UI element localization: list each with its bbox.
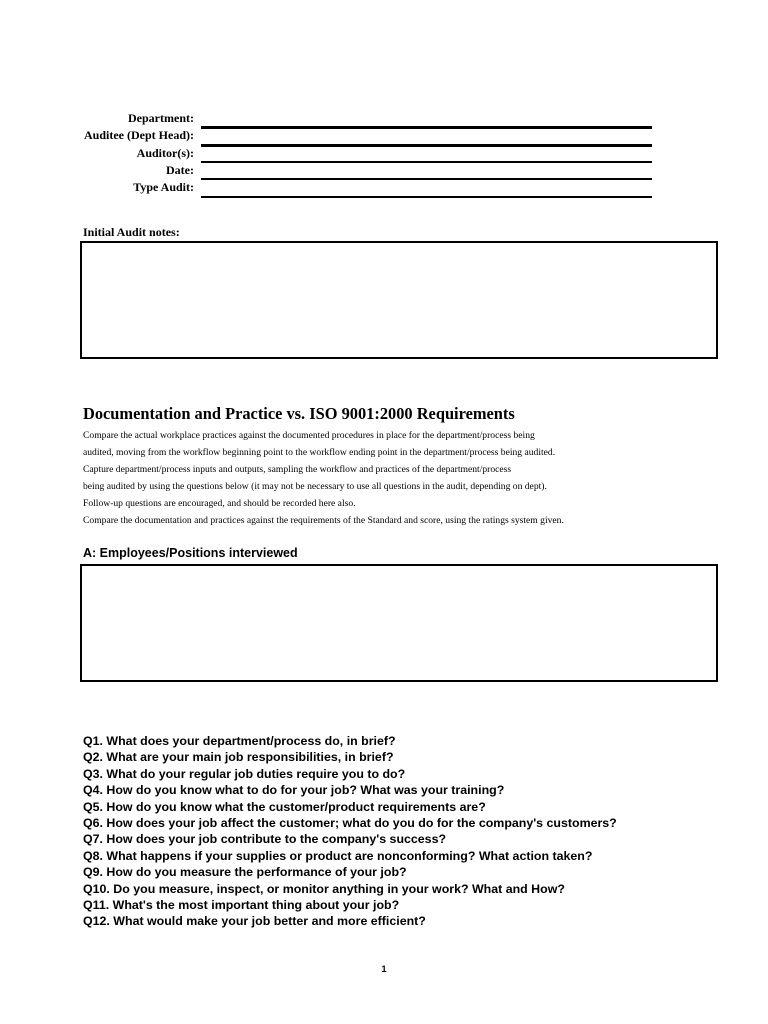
description-line: audited, moving from the workflow beginning point to the workflow ending point in the department/process being audited. — [83, 447, 556, 458]
question-item: Q12. What would make your job better and more efficient? — [83, 914, 426, 929]
auditee-label: Auditee (Dept Head): — [84, 128, 194, 142]
description-line: Capture department/process inputs and outputs, sampling the workflow and practices of the department/process — [83, 464, 512, 475]
description-line: being audited by using the questions below (it may not be necessary to use all questions in the audit, depending on dept). — [83, 481, 547, 492]
initial-notes-label: Initial Audit notes: — [83, 225, 180, 239]
auditor-label: Auditor(s): — [136, 146, 194, 160]
question-item: Q10. Do you measure, inspect, or monitor anything in your work? What and How? — [83, 881, 565, 896]
question-item: Q11. What's the most important thing about your job? — [83, 898, 400, 913]
question-item: Q1. What does your department/process do, in brief? — [83, 734, 396, 748]
auditor-field[interactable] — [201, 161, 652, 163]
question-item: Q3. What do your regular job duties require you to do? — [83, 766, 406, 781]
date-field[interactable] — [201, 178, 652, 180]
description-line: Compare the actual workplace practices against the documented procedures in place for the department/process being — [83, 430, 535, 441]
question-item: Q6. How does your job affect the customer; what do you do for the company's customers? — [83, 816, 617, 831]
question-item: Q9. How do you measure the performance of your job? — [83, 865, 407, 880]
section-description — [83, 427, 723, 529]
description-line: Follow-up questions are encouraged, and should be recorded here also. — [83, 498, 356, 509]
question-item: Q2. What are your main job responsibilities, in brief? — [83, 750, 394, 765]
type-audit-field[interactable] — [201, 196, 652, 198]
department-field[interactable] — [201, 126, 652, 129]
question-item: Q7. How does your job contribute to the company's success? — [83, 832, 447, 847]
question-item: Q5. How do you know what the customer/product requirements are? — [83, 799, 486, 814]
description-line: Compare the documentation and practices against the requirements of the Standard and score, using the ratings system given. — [83, 515, 564, 526]
page-number: 1 — [381, 964, 387, 974]
employees-box[interactable] — [80, 564, 718, 682]
section-title: Documentation and Practice vs. ISO 9001:2000 Requirements — [83, 404, 515, 423]
question-item: Q8. What happens if your supplies or product are nonconforming? What action taken? — [83, 848, 593, 863]
type-audit-label: Type Audit: — [133, 180, 194, 194]
auditee-field[interactable] — [201, 144, 652, 147]
initial-notes-box[interactable] — [80, 241, 718, 359]
employees-heading: A: Employees/Positions interviewed — [83, 546, 298, 560]
department-label: Department: — [128, 111, 194, 125]
date-label: Date: — [166, 163, 194, 177]
question-list — [83, 733, 723, 930]
question-item: Q4. How do you know what to do for your job? What was your training? — [83, 783, 505, 798]
